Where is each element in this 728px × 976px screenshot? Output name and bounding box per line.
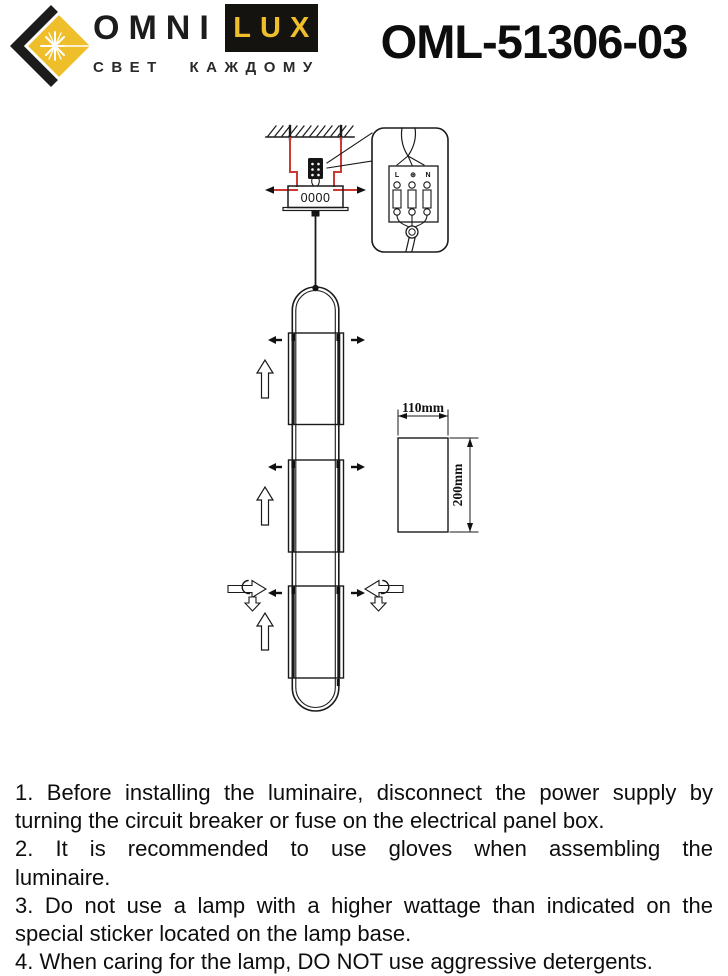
header [0,0,728,110]
terminal-block [389,166,438,227]
power-connector [308,158,323,186]
omnilux-logo-icon [4,2,98,92]
brand-text [93,4,320,76]
terminal-label-neutral: N [425,172,431,179]
instruction-3-line-1: 3. Do not use a lamp with a higher wattage than indicated on the [15,892,713,918]
installation-diagram [0,110,728,778]
lux-box [225,4,318,52]
dimension-drawing [398,400,478,532]
instruction-1-line-2: turning the circuit breaker or fuse on the electrical panel box. [15,808,605,834]
instruction-1-line-1: 1. Before installing the luminaire, disconnect the power supply by [15,780,713,805]
lamp-frame [292,287,339,711]
slide-up-arrows [257,360,273,650]
shade-position-markers [268,336,365,597]
wiring-inset [372,128,448,252]
brand-omni: OMNI [93,9,218,47]
callout-lines [327,133,372,168]
dimension-height-label: 200mm [450,463,465,507]
dimension-width-label: 110mm [402,400,444,415]
instruction-3-line-2: special sticker located on the lamp base. [15,921,412,947]
terminal-label-earth: ⊕ [410,172,416,179]
instruction-2-line-1: 2. It is recommended to use gloves when assembling the [15,836,713,862]
suspension-wire [312,216,318,291]
instruction-4-line-1: 4. When caring for the lamp, DO NOT use aggressive detergents. [15,949,653,975]
terminal-label-live: L [394,172,400,179]
brand-lux: LUX [233,11,319,44]
model-number: OML-51306-03 [380,15,688,68]
instruction-2-line-2: luminaire. [15,864,111,890]
canopy-label: 0000 [300,191,331,205]
rotate-lock-arrows [228,581,403,612]
canopy [283,186,348,217]
brand-tagline: СВЕТ КАЖДОМУ [93,59,320,76]
instructions-text [15,779,713,976]
